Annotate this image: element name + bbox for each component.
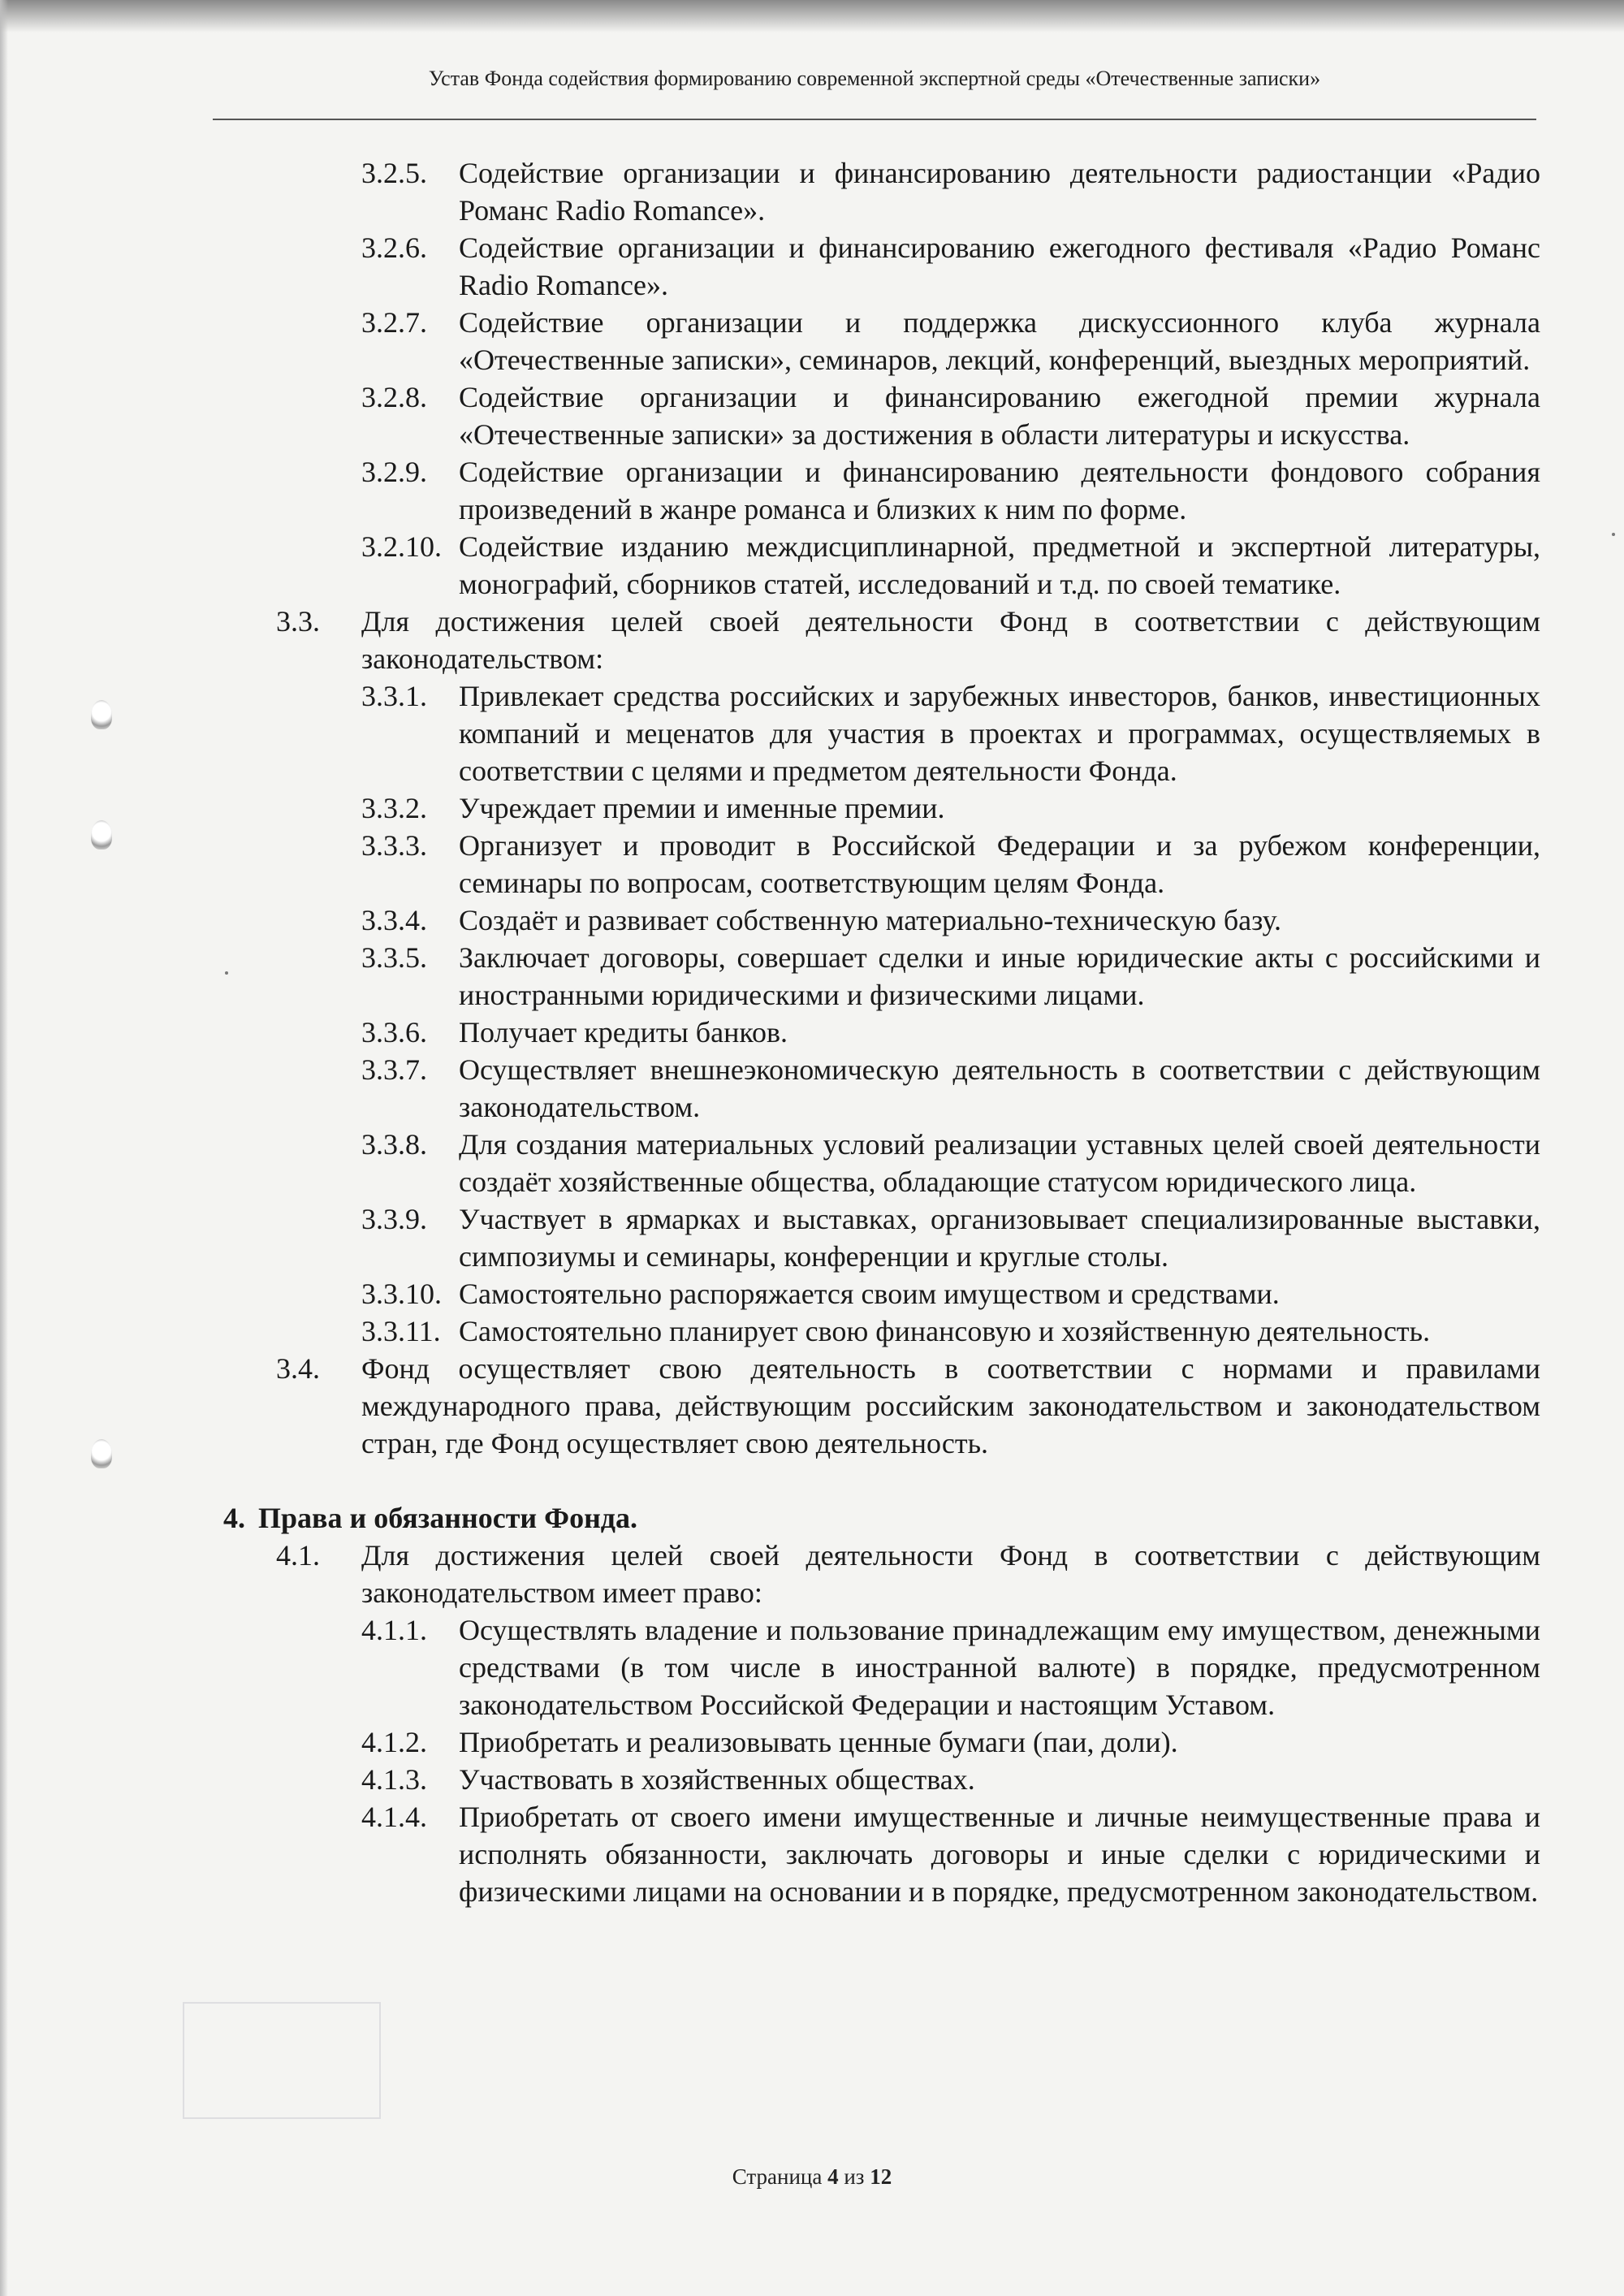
clause-text: Заключает договоры, совершает сделки и иные юридические акты с российскими и иностранными юридическими и физическими лицами. [459, 941, 1540, 1011]
faint-stamp [183, 2002, 381, 2119]
clause-number: 3.3.7. [361, 1053, 427, 1086]
clause-number: 4.1.2. [361, 1726, 427, 1758]
clause-number: 3.2.7. [361, 306, 427, 339]
clause-text: Самостоятельно планирует свою финансовую и хозяйственную деятельность. [459, 1315, 1431, 1347]
clause-number: 3.2.9. [361, 456, 427, 488]
document-body [0, 154, 1624, 1910]
footer-page-total: 12 [870, 2164, 892, 2189]
clause-item [0, 1798, 1624, 1910]
section-heading [0, 1499, 1624, 1537]
clause-item [0, 1761, 1624, 1798]
clause-number: 3.3.3. [361, 829, 427, 862]
section-3-items [0, 154, 1624, 1462]
clause-item [0, 1200, 1624, 1275]
clause-item [0, 528, 1624, 603]
clause-item [0, 453, 1624, 528]
clause-number: 4.1.1. [361, 1614, 427, 1646]
clause-number: 3.3.10. [361, 1278, 442, 1310]
clause-item [0, 304, 1624, 378]
clause-item [0, 1350, 1624, 1462]
clause-number: 3.3.6. [361, 1016, 427, 1049]
section-title: Права и обязанности Фонда. [258, 1502, 638, 1534]
clause-number: 3.3.4. [361, 904, 427, 936]
clause-item [0, 1723, 1624, 1761]
page-header: Устав Фонда содействия формированию современной экспертной среды «Отечественные записки» [428, 67, 1321, 90]
clause-number: 3.3.1. [361, 680, 427, 712]
clause-number: 3.3.8. [361, 1128, 427, 1161]
clause-text: Участвовать в хозяйственных обществах. [459, 1763, 975, 1796]
clause-number: 3.4. [276, 1352, 320, 1385]
clause-number: 3.3. [276, 605, 320, 638]
clause-item [0, 902, 1624, 939]
scan-top-shadow [0, 0, 1624, 32]
clause-text: Фонд осуществляет свою деятельность в соответствии с нормами и правилами международного права, действующим российским законодательством и законодательством стран, где Фонд осуществляет свою деятельность. [361, 1352, 1540, 1459]
clause-item [0, 1611, 1624, 1723]
clause-text: Содействие организации и поддержка дискуссионного клуба журнала «Отечественные записки», семинаров, лекций, конференций, выездных мероприятий. [459, 306, 1540, 376]
clause-item [0, 827, 1624, 902]
clause-number: 4.1.3. [361, 1763, 427, 1796]
clause-number: 3.3.5. [361, 941, 427, 974]
clause-item [0, 603, 1624, 677]
clause-number: 4.1.4. [361, 1801, 427, 1833]
clause-text: Содействие изданию междисциплинарной, предметной и экспертной литературы, монографий, сборников статей, исследований и т.д. по своей тематике. [459, 530, 1540, 600]
page-footer [0, 2164, 1624, 2190]
footer-sep: из [844, 2164, 865, 2189]
clause-text: Приобретать от своего имени имущественные и личные неимущественные права и исполнять обязанности, заключать договоры и иные сделки с юридическими и физическими лицами на основании и в порядке, предусмотренном законодательством. [459, 1801, 1540, 1908]
clause-text: Самостоятельно распоряжается своим имуществом и средствами. [459, 1278, 1280, 1310]
clause-item [0, 378, 1624, 453]
clause-text: Содействие организации и финансированию деятельности фондового собрания произведений в жанре романса и близких к ним по форме. [459, 456, 1540, 525]
clause-text: Содействие организации и финансированию ежегодной премии журнала «Отечественные записки» за достижения в области литературы и искусства. [459, 381, 1540, 451]
clause-item [0, 939, 1624, 1014]
clause-number: 3.2.10. [361, 530, 442, 563]
footer-page-number: 4 [827, 2164, 839, 2189]
clause-text: Содействие организации и финансированию ежегодного фестиваля «Радио Романс Radio Romance». [459, 231, 1540, 301]
clause-text: Привлекает средства российских и зарубежных инвесторов, банков, инвестиционных компаний и меценатов для участия в проектах и программах, осуществляемых в соответствии с целями и предметом деятельности Фонда. [459, 680, 1540, 787]
header-rule [213, 119, 1536, 120]
clause-item [0, 1126, 1624, 1200]
clause-item [0, 1014, 1624, 1051]
clause-item [0, 1537, 1624, 1611]
clause-item [0, 677, 1624, 789]
clause-text: Учреждает премии и именные премии. [459, 792, 945, 824]
clause-item [0, 1051, 1624, 1126]
clause-text: Осуществляет внешнеэкономическую деятельность в соответствии с действующим законодательством. [459, 1053, 1540, 1123]
clause-item [0, 229, 1624, 304]
clause-item [0, 154, 1624, 229]
clause-text: Осуществлять владение и пользование принадлежащим ему имуществом, денежными средствами (в том числе в иностранной валюте) в порядке, предусмотренном законодательством Российской Федерации и настоящим Уставом. [459, 1614, 1540, 1721]
clause-item [0, 1275, 1624, 1312]
clause-item [0, 1312, 1624, 1350]
clause-number: 3.2.5. [361, 157, 427, 189]
clause-number: 3.2.6. [361, 231, 427, 264]
clause-text: Организует и проводит в Российской Федерации и за рубежом конференции, семинары по вопросам, соответствующим целям Фонда. [459, 829, 1540, 899]
section-4-items [0, 1537, 1624, 1910]
clause-text: Участвует в ярмарках и выставках, организовывает специализированные выставки, симпозиумы и семинары, конференции и круглые столы. [459, 1203, 1540, 1273]
section-number: 4. [223, 1502, 245, 1534]
clause-text: Для достижения целей своей деятельности Фонд в соответствии с действующим законодательством имеет право: [361, 1539, 1540, 1609]
clause-item [0, 789, 1624, 827]
clause-number: 3.3.2. [361, 792, 427, 824]
clause-text: Создаёт и развивает собственную материально-техническую базу. [459, 904, 1281, 936]
footer-prefix: Страница [732, 2164, 823, 2189]
clause-text: Содействие организации и финансированию деятельности радиостанции «Радио Романс Radio Romance». [459, 157, 1540, 227]
clause-number: 3.2.8. [361, 381, 427, 413]
clause-number: 3.3.11. [361, 1315, 441, 1347]
clause-text: Получает кредиты банков. [459, 1016, 788, 1049]
clause-text: Приобретать и реализовывать ценные бумаги (паи, доли). [459, 1726, 1178, 1758]
clause-number: 3.3.9. [361, 1203, 427, 1235]
clause-text: Для создания материальных условий реализации уставных целей своей деятельности создаёт хозяйственные общества, обладающие статусом юридического лица. [459, 1128, 1540, 1198]
clause-number: 4.1. [276, 1539, 320, 1572]
clause-text: Для достижения целей своей деятельности Фонд в соответствии с действующим законодательством: [361, 605, 1540, 675]
